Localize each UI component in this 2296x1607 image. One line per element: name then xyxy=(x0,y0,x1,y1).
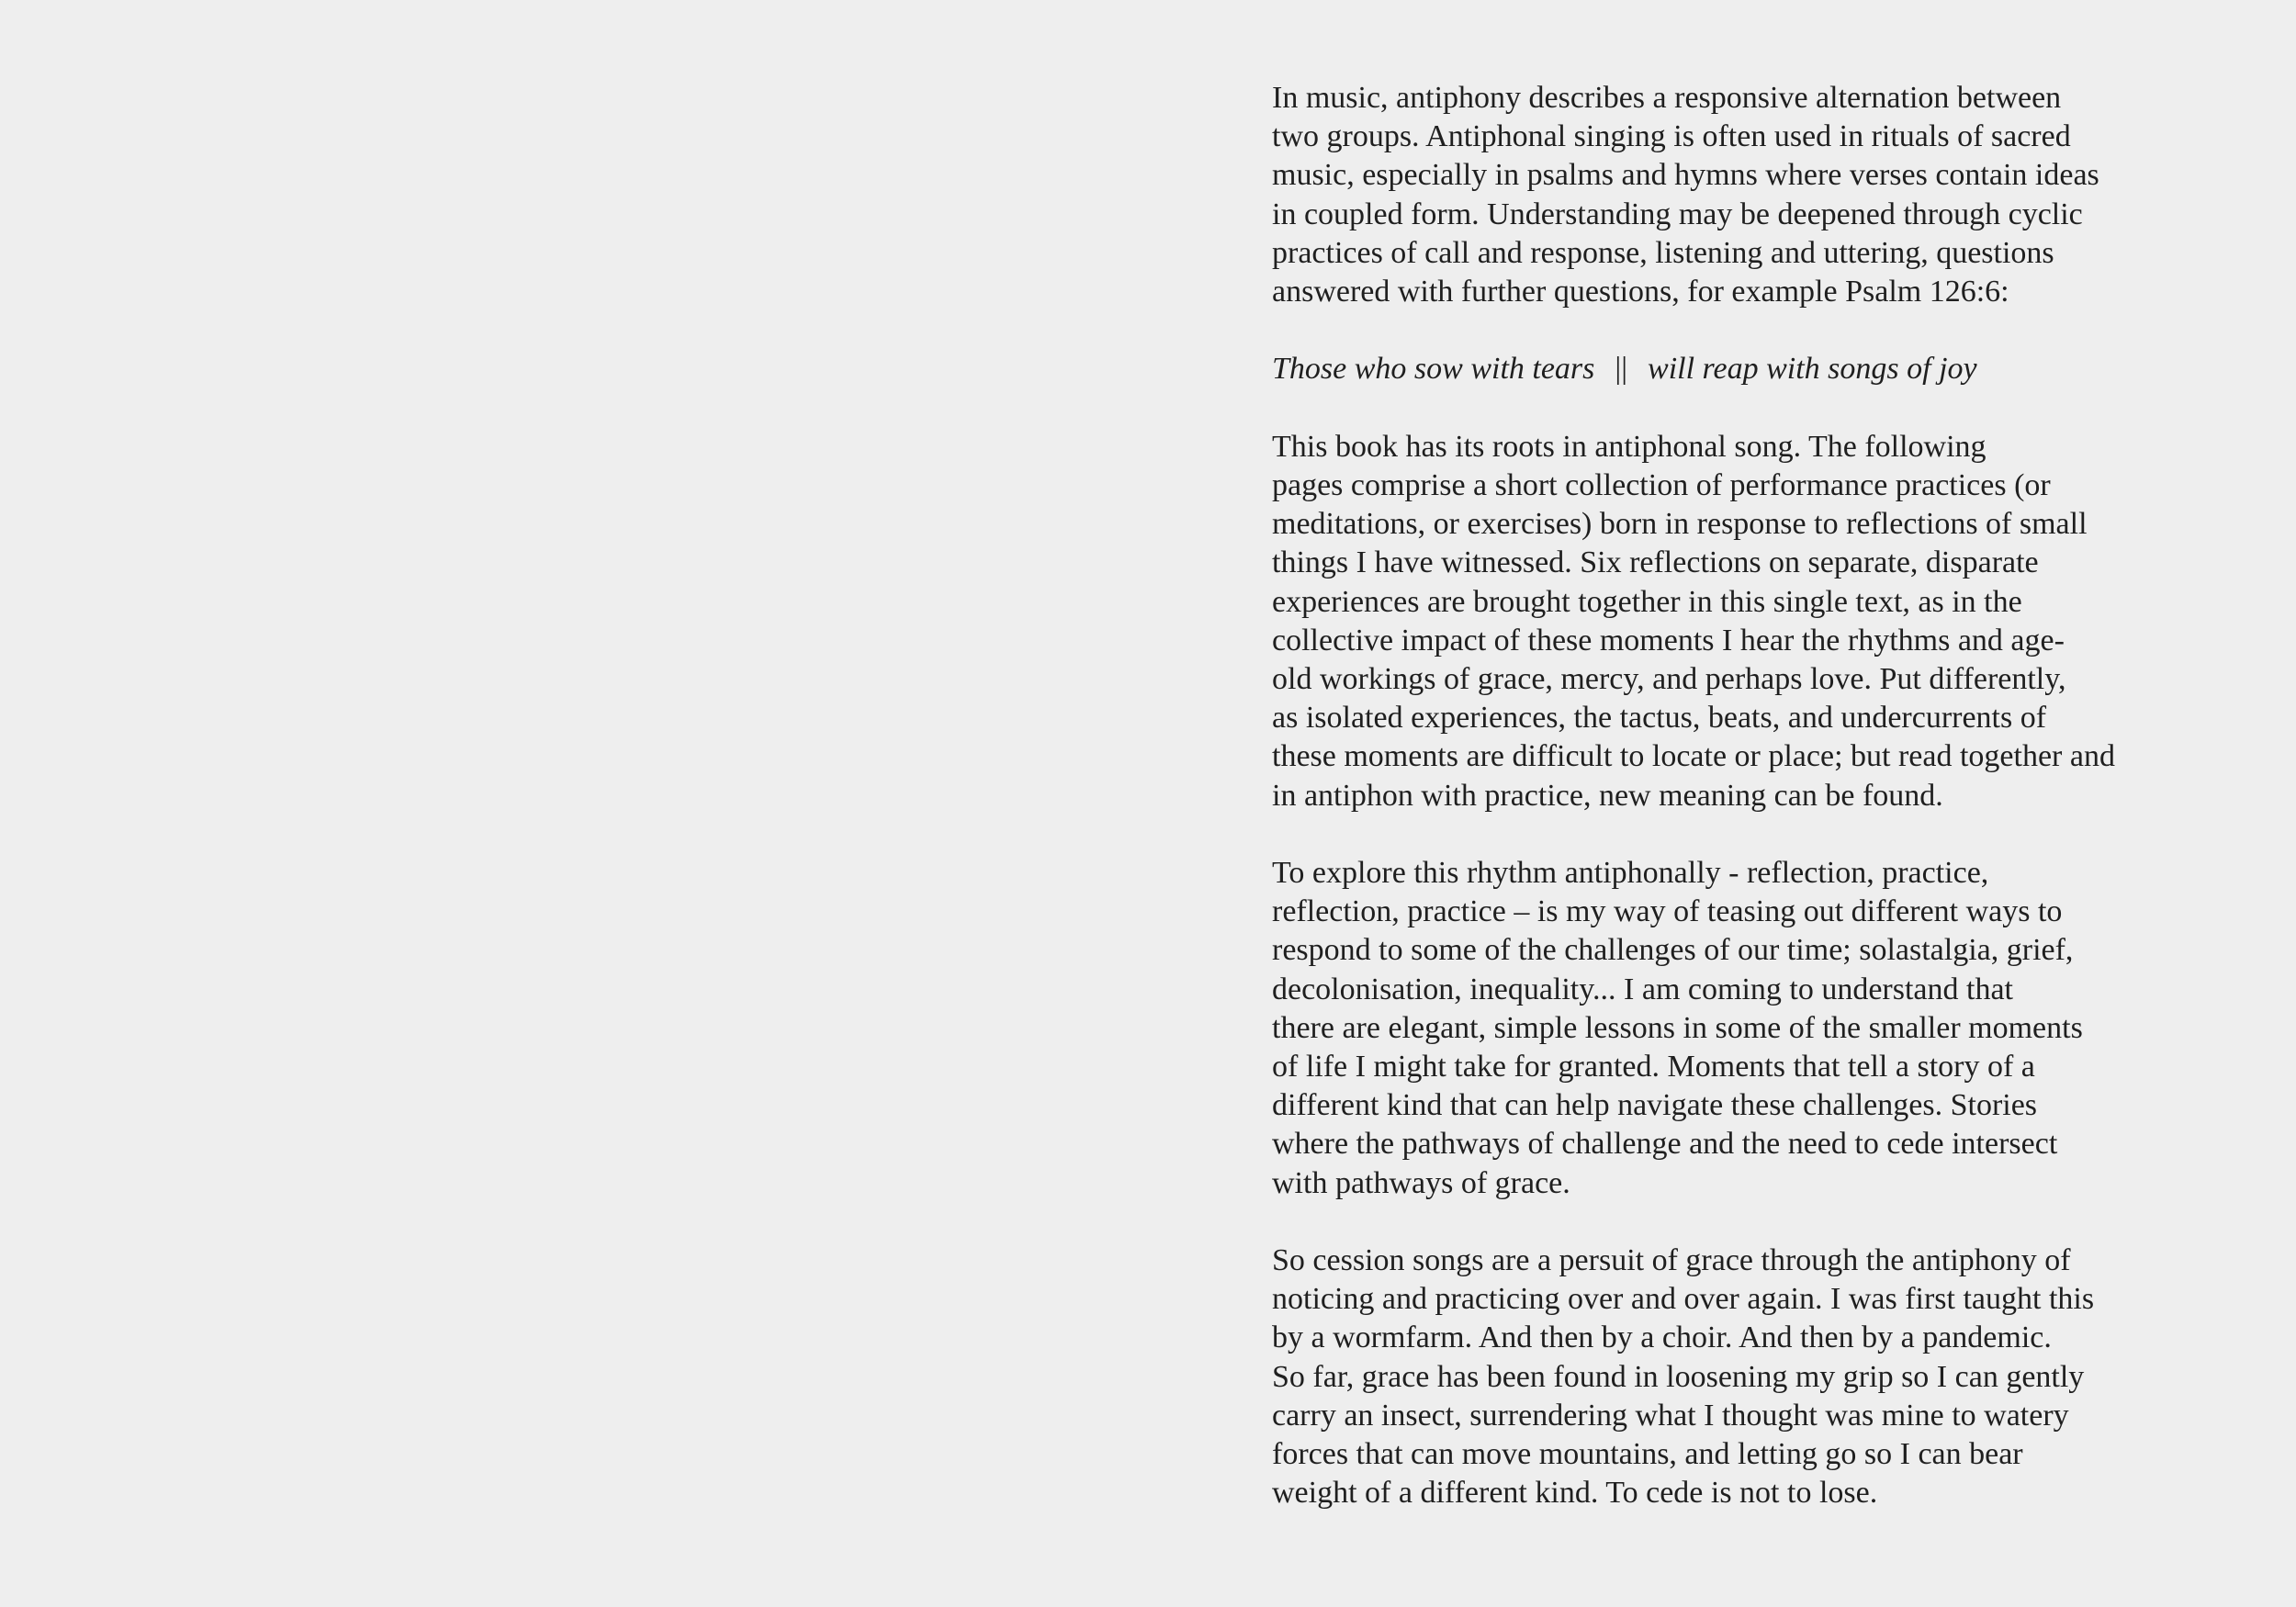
paragraph-explore-rhythm xyxy=(1272,854,2190,1203)
text-line: these moments are difficult to locate or place; but read together and xyxy=(1272,739,2115,774)
text-line: things I have witnessed. Six reflections on separate, disparate xyxy=(1272,545,2039,580)
text-line: weight of a different kind. To cede is not to lose. xyxy=(1272,1476,1878,1511)
verse-call: Those who sow with tears xyxy=(1272,352,1595,387)
text-line: in antiphon with practice, new meaning can be found. xyxy=(1272,778,1943,813)
text-line: So far, grace has been found in loosening my grip so I can gently xyxy=(1272,1359,2085,1394)
text-line: answered with further questions, for example Psalm 126:6: xyxy=(1272,275,2009,309)
paragraph-antiphony-intro xyxy=(1272,79,2190,311)
paragraph-gap xyxy=(1272,815,2190,854)
paragraph-gap xyxy=(1272,389,2190,428)
verse-line xyxy=(1272,350,2190,388)
text-line: reflection, practice – is my way of teasing out different ways to xyxy=(1272,894,2063,929)
text-line: where the pathways of challenge and the need to cede intersect xyxy=(1272,1127,2058,1162)
text-line: by a wormfarm. And then by a choir. And then by a pandemic. xyxy=(1272,1320,2052,1355)
paragraph-cession-songs xyxy=(1272,1242,2190,1512)
body-text xyxy=(1272,79,2190,1512)
text-line: old workings of grace, mercy, and perhaps love. Put differently, xyxy=(1272,662,2066,697)
text-line: in coupled form. Understanding may be deepened through cyclic xyxy=(1272,197,2083,231)
text-line: noticing and practicing over and over again. I was first taught this xyxy=(1272,1282,2095,1317)
text-line: forces that can move mountains, and letting go so I can bear xyxy=(1272,1437,2023,1472)
text-line: as isolated experiences, the tactus, beats, and undercurrents of xyxy=(1272,701,2047,736)
text-line: So cession songs are a persuit of grace through the antiphony of xyxy=(1272,1243,2071,1278)
text-line: there are elegant, simple lessons in some of the smaller moments xyxy=(1272,1010,2083,1045)
text-line: To explore this rhythm antiphonally - reflection, practice, xyxy=(1272,856,1989,891)
right-page xyxy=(1148,0,2296,1607)
text-line: different kind that can help navigate these challenges. Stories xyxy=(1272,1088,2038,1123)
text-line: pages comprise a short collection of performance practices (or xyxy=(1272,468,2051,502)
text-line: meditations, or exercises) born in response to reflections of small xyxy=(1272,507,2088,542)
text-line: two groups. Antiphonal singing is often used in rituals of sacred xyxy=(1272,119,2071,154)
text-line: carry an insect, surrendering what I thought was mine to watery xyxy=(1272,1398,2069,1433)
text-line: decolonisation, inequality... I am coming to understand that xyxy=(1272,972,2014,1006)
text-line: music, especially in psalms and hymns where verses contain ideas xyxy=(1272,158,2099,193)
text-line: with pathways of grace. xyxy=(1272,1165,1570,1200)
psalm-verse xyxy=(1272,350,2190,388)
paragraph-gap xyxy=(1272,311,2190,350)
text-line: In music, antiphony describes a responsive alternation between xyxy=(1272,81,2062,115)
text-line: experiences are brought together in this single text, as in the xyxy=(1272,584,2022,619)
text-line: This book has its roots in antiphonal song. The following xyxy=(1272,429,1986,464)
text-line: respond to some of the challenges of our time; solastalgia, grief, xyxy=(1272,933,2074,968)
text-line: practices of call and response, listening and uttering, questions xyxy=(1272,235,2054,270)
verse-separator: || xyxy=(1615,352,1628,387)
text-line: collective impact of these moments I hear the rhythms and age- xyxy=(1272,623,2065,657)
paragraph-book-roots xyxy=(1272,428,2190,815)
text-line: of life I might take for granted. Moments that tell a story of a xyxy=(1272,1050,2035,1084)
verse-response: will reap with songs of joy xyxy=(1648,352,1977,387)
paragraph-gap xyxy=(1272,1203,2190,1242)
